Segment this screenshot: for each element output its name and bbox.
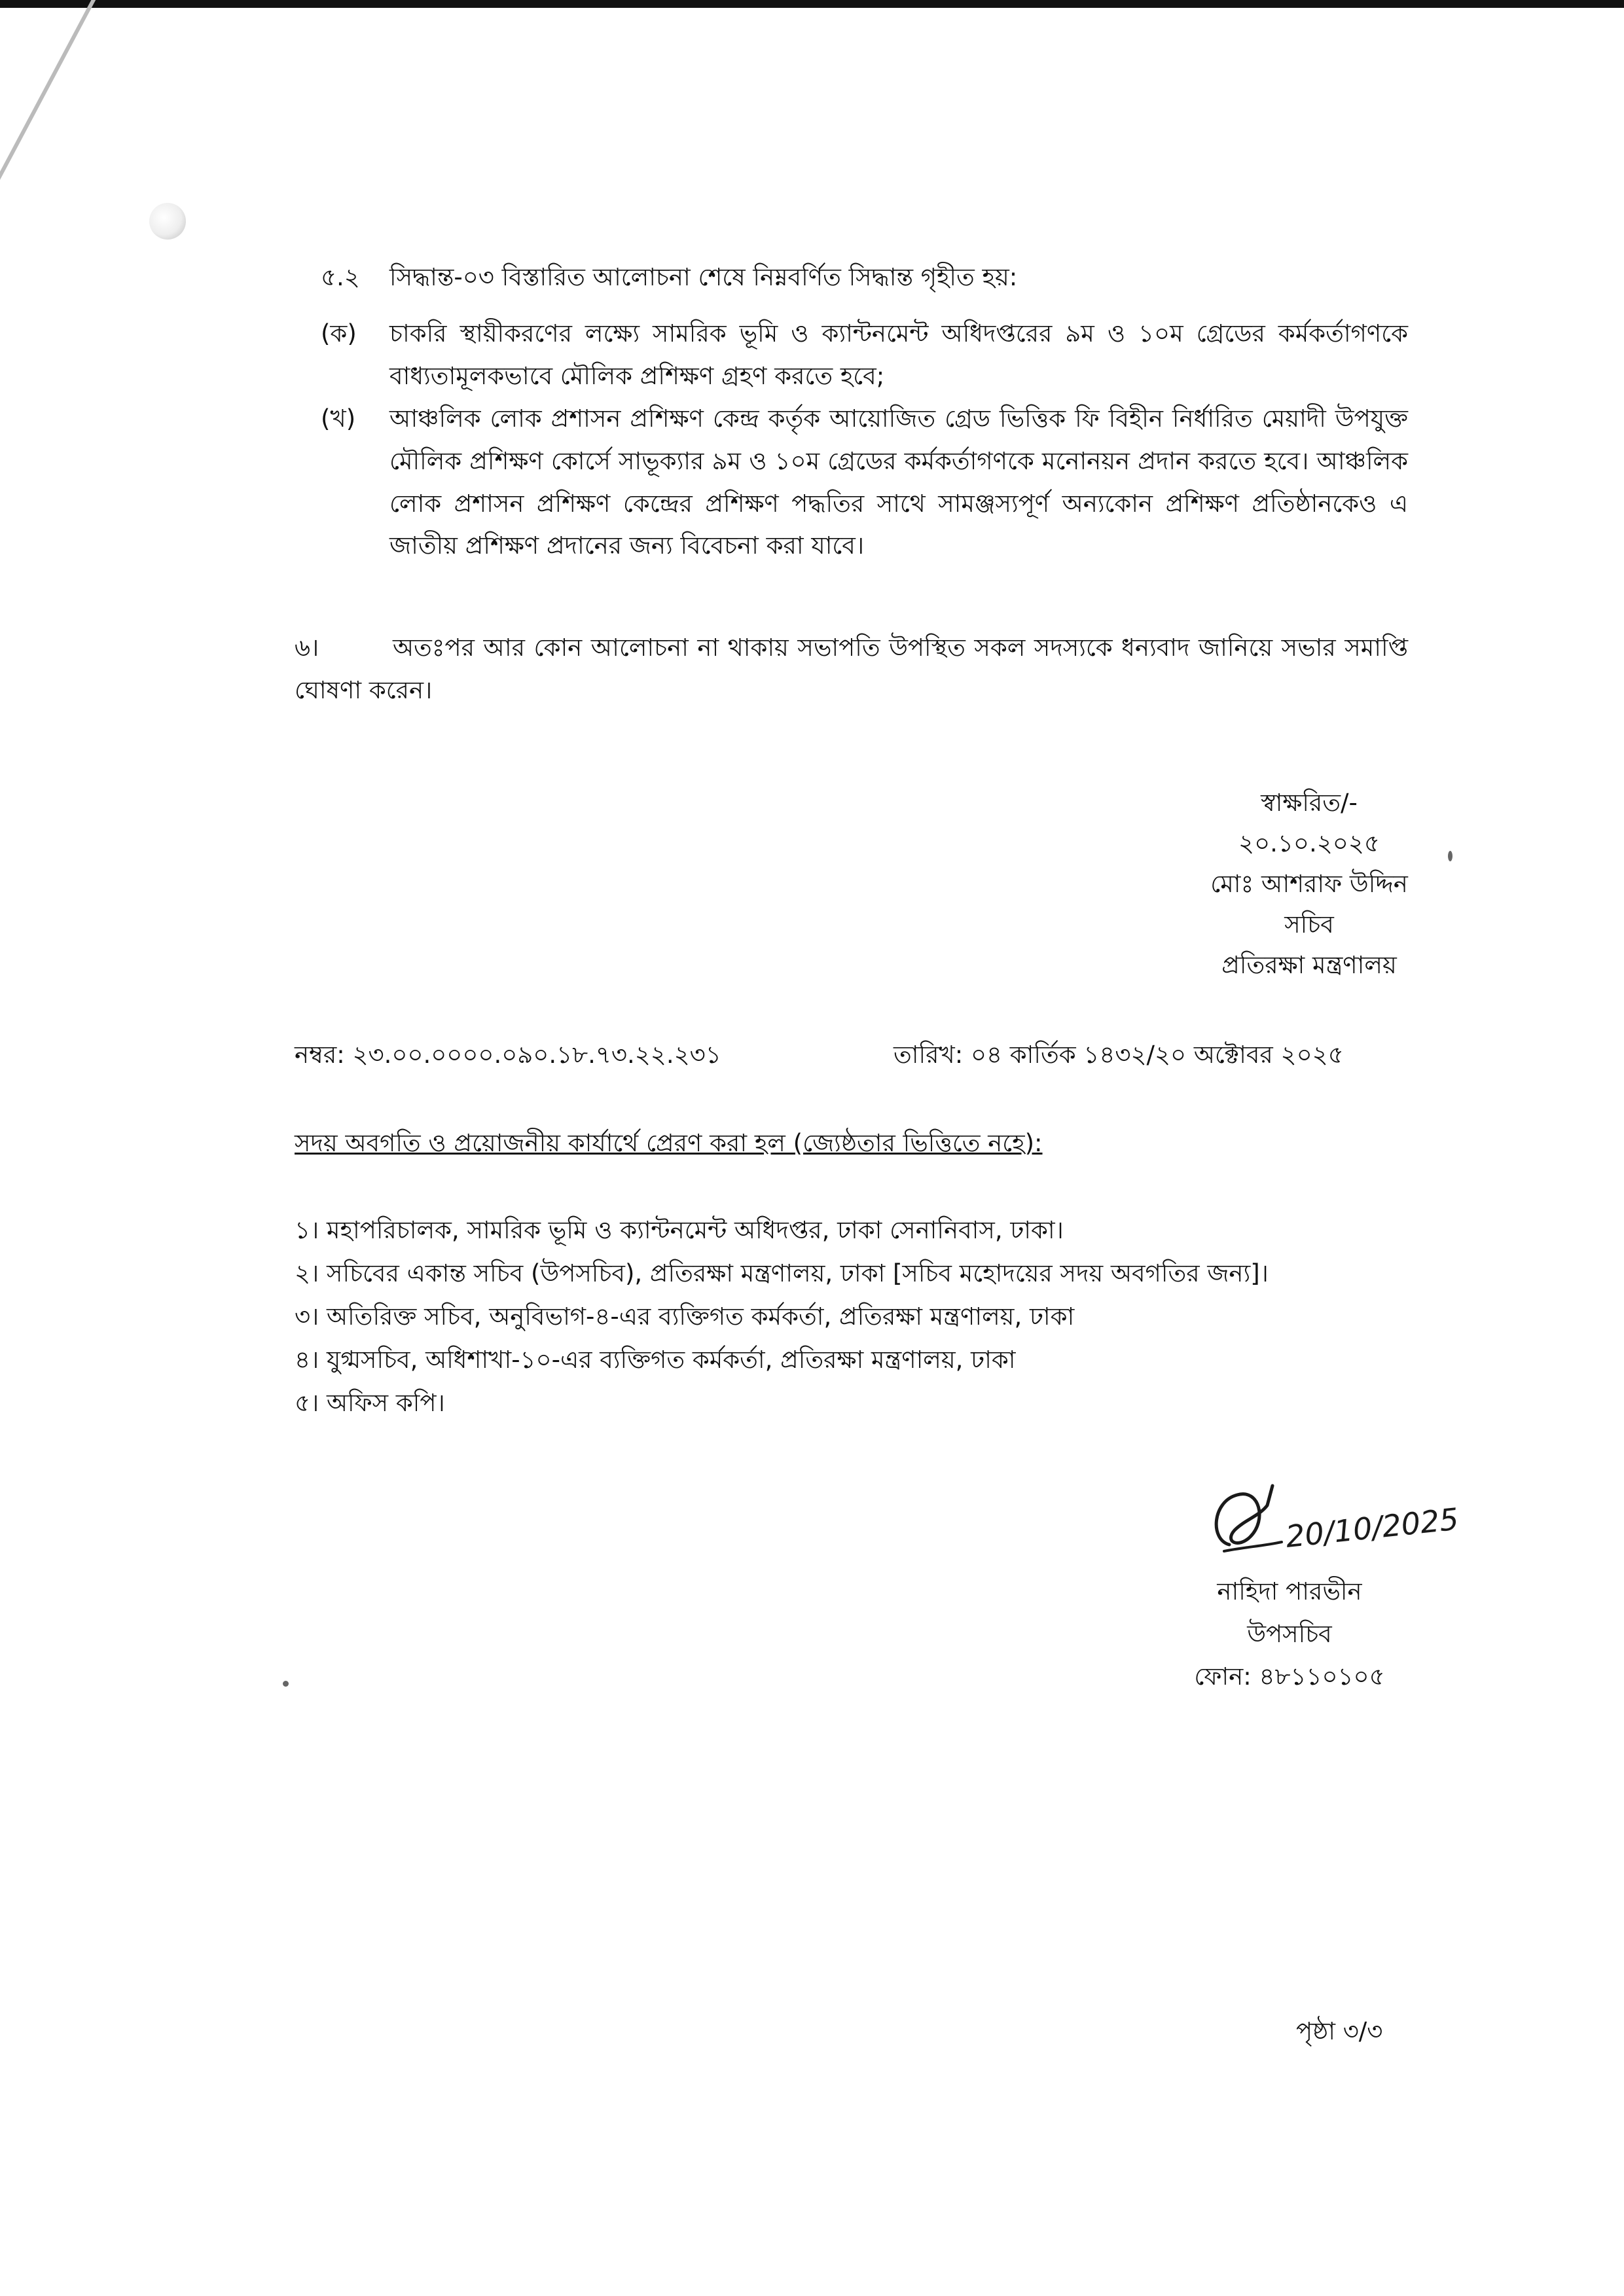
distribution-item: ৫। অফিস কপি। [295, 1389, 445, 1417]
memo-number: নম্বর: ২৩.০০.০০০০.০৯০.১৮.৭৩.২২.২৩১ [295, 1041, 721, 1069]
section-text: অতঃপর আর কোন আলোচনা না থাকায় সভাপতি উপস্থিত সকল সদস্যকে ধন্যবাদ জানিয়ে সভার সমাপ্তি ঘোষণা করেন। [295, 634, 1408, 704]
distribution-heading: সদয় অবগতি ও প্রয়োজনীয় কার্যার্থে প্রেরণ করা হল (জ্যেষ্ঠতার ভিত্তিতে নহে): [295, 1129, 1043, 1157]
section-number: ৬। [295, 634, 319, 662]
scan-edge [0, 0, 1624, 8]
distribution-list [295, 1210, 1269, 1426]
handwritten-date: 20/10/2025 [1284, 1501, 1460, 1554]
section-number: ৫.২ [321, 263, 360, 291]
signed-mark: স্বাক্ষরিত/- [1261, 789, 1358, 817]
scan-speck [283, 1681, 289, 1687]
signatory-designation: উপসচিব [1247, 1620, 1332, 1648]
memo-date: তারিখ: ০৪ কার্তিক ১৪৩২/২০ অক্টোবর ২০২৫ [893, 1041, 1344, 1069]
signatory-designation: সচিব [1284, 910, 1334, 939]
punch-hole [149, 203, 186, 240]
page-number: পৃষ্ঠা ৩/৩ [1296, 2017, 1383, 2045]
item-marker: (ক) [321, 319, 357, 348]
section-text: সিদ্ধান্ত-০৩ বিস্তারিত আলোচনা শেষে নিম্নবর্ণিত সিদ্ধান্ত গৃহীত হয়: [389, 263, 1018, 291]
signature-block-deputy-secretary [1106, 1571, 1473, 1698]
fold-line [0, 0, 101, 185]
decision-item-ka [321, 313, 1408, 398]
signature-block-secretary [1106, 782, 1512, 985]
distribution-item: ১। মহাপরিচালক, সামরিক ভূমি ও ক্যান্টনমেন্ট অধিদপ্তর, ঢাকা সেনানিবাস, ঢাকা। [295, 1216, 1064, 1244]
distribution-item: ৪। যুগ্মসচিব, অধিশাখা-১০-এর ব্যক্তিগত কর্মকর্তা, প্রতিরক্ষা মন্ত্রণালয়, ঢাকা [295, 1346, 1016, 1374]
scan-speck [1448, 851, 1453, 861]
signatory-phone: ফোন: ৪৮১১০১০৫ [1194, 1662, 1385, 1691]
signatory-office: প্রতিরক্ষা মন্ত্রণালয় [1221, 951, 1397, 979]
distribution-item: ৩। অতিরিক্ত সচিব, অনুবিভাগ-৪-এর ব্যক্তিগত কর্মকর্তা, প্রতিরক্ষা মন্ত্রণালয়, ঢাকা [295, 1302, 1075, 1331]
item-marker: (খ) [321, 404, 356, 433]
item-text: চাকরি স্থায়ীকরণের লক্ষ্যে সামরিক ভূমি ও ক্যান্টনমেন্ট অধিদপ্তরের ৯ম ও ১০ম গ্রেডের কর্মকর্তাগণকে বাধ্যতামূলকভাবে মৌলিক প্রশিক্ষণ গ্রহণ করতে হবে; [389, 319, 1408, 390]
item-text: আঞ্চলিক লোক প্রশাসন প্রশিক্ষণ কেন্দ্র কর্তৃক আয়োজিত গ্রেড ভিত্তিক ফি বিহীন নির্ধারিত মেয়াদী উপযুক্ত মৌলিক প্রশিক্ষণ কোর্সে সাভূক্যার ৯ম ও ১০ম গ্রেডের কর্মকর্তাগণকে মনোনয়ন প্রদান করতে হবে। আঞ্চলিক লোক প্রশাসন প্রশিক্ষণ কেন্দ্রের প্রশিক্ষণ পদ্ধতির সাথে সামঞ্জস্যপূর্ণ অন্যকোন প্রশিক্ষণ প্রতিষ্ঠানকেও এ জাতীয় প্রশিক্ষণ প্রদানের জন্য বিবেচনা করা যাবে। [389, 404, 1408, 560]
handwritten-signature [1204, 1474, 1479, 1566]
distribution-item: ২। সচিবের একান্ত সচিব (উপসচিব), প্রতিরক্ষা মন্ত্রণালয়, ঢাকা [সচিব মহোদয়ের সদয় অবগতির জন্য]। [295, 1259, 1269, 1287]
signatory-name: মোঃ আশরাফ উদ্দিন [1210, 870, 1408, 898]
section-6 [295, 627, 1408, 712]
signatory-name: নাহিদা পারভীন [1217, 1577, 1362, 1605]
signature-date: ২০.১০.২০২৫ [1238, 829, 1380, 857]
section-5-2 [321, 257, 1408, 299]
decision-item-kha [321, 398, 1408, 567]
